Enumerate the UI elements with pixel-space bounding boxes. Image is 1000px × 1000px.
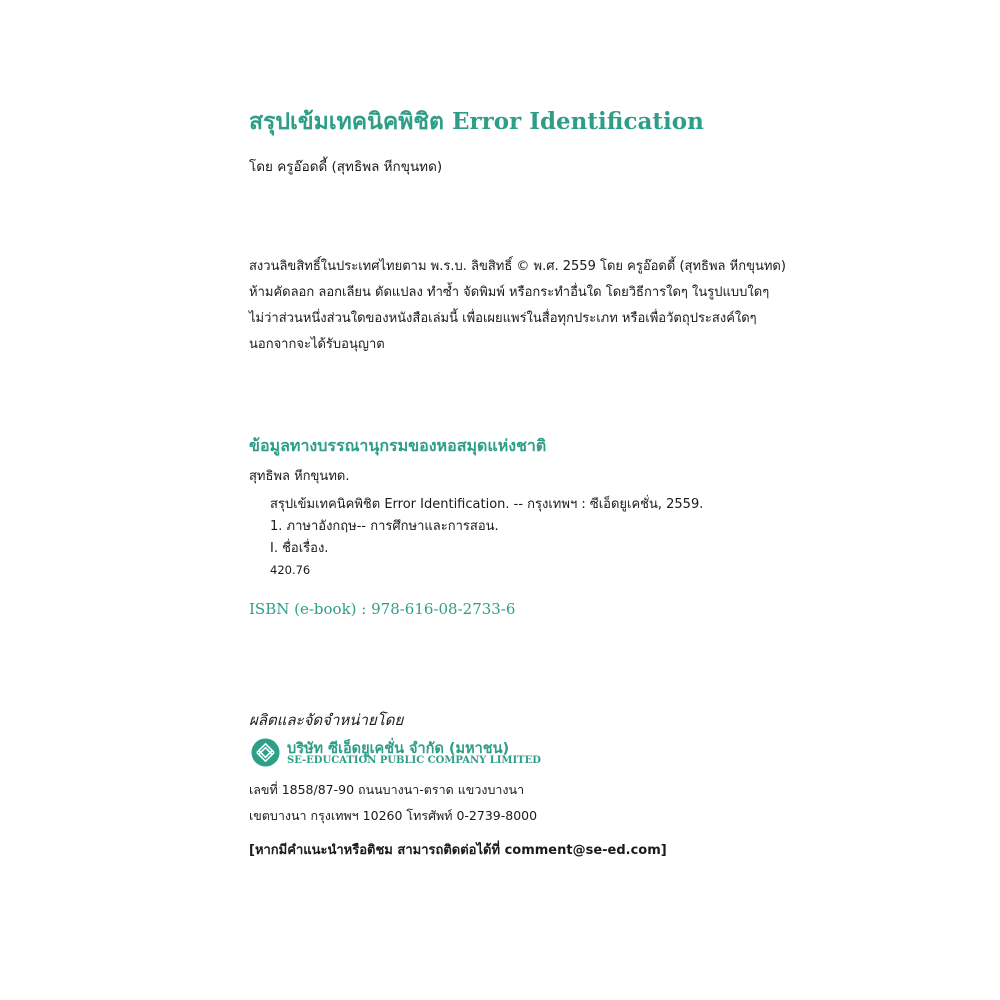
author-byline: โดย ครูอ๊อดดี้ (สุทธิพล หีกขุนทด) (249, 159, 443, 175)
publisher-name-english: SE-EDUCATION PUBLIC COMPANY LIMITED (287, 755, 541, 766)
publisher-heading: ผลิตและจัดจำหน่ายโดย (249, 711, 404, 729)
cip-author: สุทธิพล หีกขุนทด. (249, 469, 350, 484)
cip-entry-line: สรุปเข้มเทคนิคพิชิต Error Identification. -- กรุงเทพฯ : ซีเอ็ดยูเคชั่น, 2559. (270, 497, 704, 512)
copyright-line: สงวนลิขสิทธิ์ในประเทศไทยตาม พ.ร.บ. ลิขสิทธิ์ © พ.ศ. 2559 โดย ครูอ๊อดดี้ (สุทธิพล หีกขุนทด) (249, 259, 786, 274)
copyright-notice (249, 254, 786, 358)
copyright-line: ไม่ว่าส่วนหนึ่งส่วนใดของหนังสือเล่มนี้ เพื่อเผยแพร่ในสื่อทุกประเภท หรือเพื่อวัตถุประสงค์ใดๆ (249, 311, 757, 326)
copyright-line: ห้ามคัดลอก ลอกเลียน ดัดแปลง ทำซ้ำ จัดพิมพ์ หรือกระทำอื่นใด โดยวิธีการใดๆ ในรูปแบบใดๆ (249, 285, 770, 300)
cip-entry-line: I. ชื่อเรื่อง. (270, 541, 329, 556)
book-title: สรุปเข้มเทคนิคพิชิต Error Identification (249, 108, 704, 135)
address-line: เลขที่ 1858/87-90 ถนนบางนา-ตราด แขวงบางนา (249, 782, 525, 797)
copyright-line: นอกจากจะได้รับอนุญาต (249, 337, 385, 352)
address-line: เขตบางนา กรุงเทพฯ 10260 โทรศัพท์ 0-2739-8000 (249, 808, 538, 823)
publisher-name-thai: บริษัท ซีเอ็ดยูเคชั่น จำกัด (มหาชน) (287, 741, 510, 757)
publisher-address (249, 777, 537, 829)
cip-classification: 420.76 (270, 563, 311, 577)
contact-note: [หากมีคำแนะนำหรือติชม สามารถติดต่อได้ที่ comment@se-ed.com] (249, 843, 667, 858)
cip-entries (270, 494, 703, 560)
cip-entry-line: 1. ภาษาอังกฤษ-- การศึกษาและการสอน. (270, 519, 499, 534)
cip-heading: ข้อมูลทางบรรณานุกรมของหอสมุดแห่งชาติ (249, 436, 547, 455)
se-ed-logo-icon (251, 738, 280, 767)
isbn: ISBN (e-book) : 978-616-08-2733-6 (249, 600, 516, 618)
